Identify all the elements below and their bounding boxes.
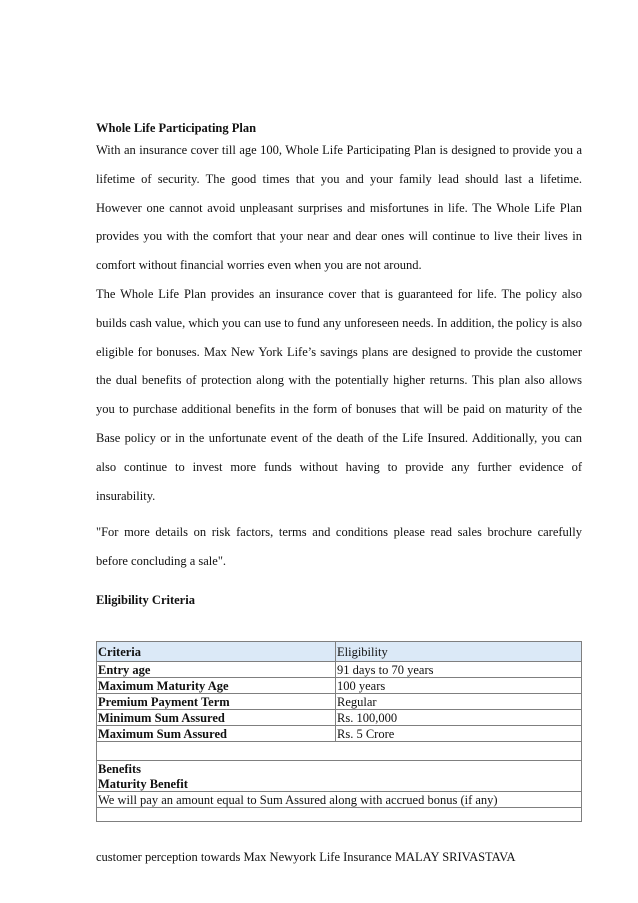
maturity-label: Maturity Benefit [97, 776, 582, 792]
benefits-label: Benefits [97, 761, 582, 777]
criteria-cell: Maximum Maturity Age [97, 678, 336, 694]
table-row [97, 678, 582, 694]
maturity-text: We will pay an amount equal to Sum Assured along with accrued bonus (if any) [97, 792, 582, 808]
criteria-cell: Maximum Sum Assured [97, 726, 336, 742]
value-cell: Regular [336, 694, 582, 710]
maturity-label-row [97, 776, 582, 792]
criteria-cell: Premium Payment Term [97, 694, 336, 710]
value-cell: Rs. 5 Crore [336, 726, 582, 742]
table-header-row [97, 642, 582, 662]
spacer-cell [97, 742, 582, 761]
table-row [97, 710, 582, 726]
eligibility-header: Eligibility [336, 642, 582, 662]
criteria-cell: Minimum Sum Assured [97, 710, 336, 726]
spacer-row [97, 742, 582, 761]
section-title: Whole Life Participating Plan [96, 121, 257, 135]
disclaimer-paragraph: "For more details on risk factors, terms and conditions please read sales brochure carefully before concluding a sale". [96, 525, 582, 569]
maturity-text-row [97, 792, 582, 808]
table-row [97, 662, 582, 678]
value-cell: 100 years [336, 678, 582, 694]
eligibility-heading: Eligibility Criteria [96, 592, 195, 607]
criteria-cell: Entry age [97, 662, 336, 678]
table-row [97, 726, 582, 742]
criteria-header: Criteria [97, 642, 336, 662]
document-body [96, 121, 582, 608]
plan-paragraph: The Whole Life Plan provides an insurance cover that is guaranteed for life. The policy also builds cash value, which you can use to fund any unforeseen needs. In addition, the policy is also eligible for bonuses. Max New York Life’s savings plans are designed to provide the customer the dual benefits of protection along with the potentially higher returns. This plan also allows you to purchase additional benefits in the form of bonuses that will be paid on maturity of the Base policy or in the unfortunate event of the death of the Life Insured. Additionally, you can also continue to invest more funds without having to provide any further evidence of insurability. [96, 286, 582, 503]
page-footer: customer perception towards Max Newyork Life Insurance MALAY SRIVASTAVA [96, 850, 516, 864]
intro-paragraph: With an insurance cover till age 100, Whole Life Participating Plan is designed to provide you a lifetime of security. The good times that you and your family lead should last a lifetime. However one cannot avoid unpleasant surprises and misfortunes in life. The Whole Life Plan provides you with the comfort that your near and dear ones will continue to live their lives in comfort without financial worries even when you are not around. [96, 143, 582, 273]
value-cell: Rs. 100,000 [336, 710, 582, 726]
value-cell: 91 days to 70 years [336, 662, 582, 678]
table-row [97, 694, 582, 710]
spacer-row [97, 808, 582, 822]
eligibility-table [96, 641, 582, 822]
spacer-cell [97, 808, 582, 822]
benefits-row [97, 761, 582, 777]
